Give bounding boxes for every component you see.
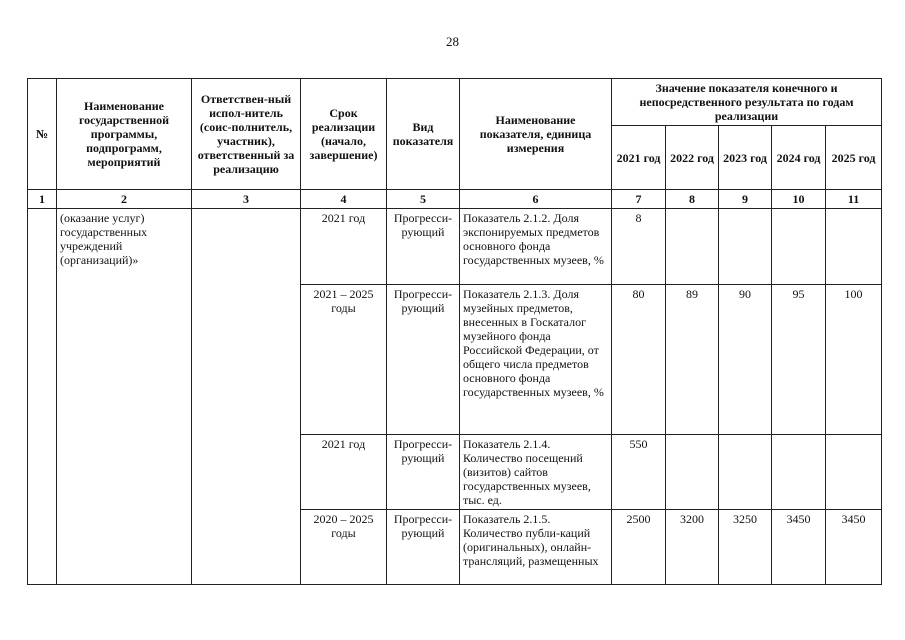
header-year: 2024 год [772,126,826,190]
value-cell [772,209,826,285]
period-cell: 2021 год [301,209,387,285]
value-cell [719,435,772,510]
value-cell: 100 [826,285,882,435]
value-cell: 80 [612,285,666,435]
column-number: 7 [612,190,666,209]
column-number: 2 [57,190,192,209]
column-number: 8 [666,190,719,209]
table-row [28,209,882,285]
program-name-cell: (оказание услуг) государственных учреждений (организаций)» [57,209,192,585]
value-cell [826,435,882,510]
header-values-group: Значение показателя конечного и непосредственного результата по годам реализации [612,79,882,126]
column-number: 11 [826,190,882,209]
value-cell: 89 [666,285,719,435]
indicator-type-cell: Прогресси-рующий [387,285,460,435]
column-number: 9 [719,190,772,209]
column-number: 4 [301,190,387,209]
row-number-cell [28,209,57,585]
column-number: 10 [772,190,826,209]
indicator-table [27,78,882,585]
period-cell: 2020 – 2025 годы [301,510,387,585]
header-program-name: Наименование государственной программы, подпрограмм, мероприятий [57,79,192,190]
value-cell: 3450 [826,510,882,585]
value-cell: 550 [612,435,666,510]
header-number: № [28,79,57,190]
value-cell [666,435,719,510]
value-cell: 2500 [612,510,666,585]
indicator-type-cell: Прогресси-рующий [387,209,460,285]
header-year: 2025 год [826,126,882,190]
value-cell: 3200 [666,510,719,585]
indicator-type-cell: Прогресси-рующий [387,510,460,585]
value-cell [719,209,772,285]
header-executor: Ответствен-ный испол-нитель (соис-полнитель, участник), ответственный за реализацию [192,79,301,190]
header-year: 2023 год [719,126,772,190]
value-cell: 3450 [772,510,826,585]
value-cell: 90 [719,285,772,435]
value-cell [772,435,826,510]
value-cell: 8 [612,209,666,285]
value-cell: 3250 [719,510,772,585]
indicator-name-cell: Показатель 2.1.2. Доля экспонируемых предметов основного фонда государственных музеев, % [460,209,612,285]
indicator-name-cell: Показатель 2.1.5. Количество публи-каций (оригинальных), онлайн-трансляций, размещенных [460,510,612,585]
column-number: 6 [460,190,612,209]
header-indicator-type: Вид показателя [387,79,460,190]
header-period: Срок реализации (начало, завершение) [301,79,387,190]
indicator-type-cell: Прогресси-рующий [387,435,460,510]
header-indicator-name: Наименование показателя, единица измерения [460,79,612,190]
indicator-name-cell: Показатель 2.1.4. Количество посещений (визитов) сайтов государственных музеев, тыс. ед. [460,435,612,510]
period-cell: 2021 год [301,435,387,510]
value-cell [666,209,719,285]
column-number: 3 [192,190,301,209]
column-number: 1 [28,190,57,209]
column-number: 5 [387,190,460,209]
value-cell: 95 [772,285,826,435]
column-numbers-row [28,190,882,209]
page-number: 28 [446,34,459,49]
indicator-name-cell: Показатель 2.1.3. Доля музейных предметов, внесенных в Госкаталог музейного фонда Российской Федерации, от общего числа предметов основного фонда государственных музеев, % [460,285,612,435]
executor-cell [192,209,301,585]
value-cell [826,209,882,285]
header-year: 2021 год [612,126,666,190]
header-year: 2022 год [666,126,719,190]
period-cell: 2021 – 2025 годы [301,285,387,435]
